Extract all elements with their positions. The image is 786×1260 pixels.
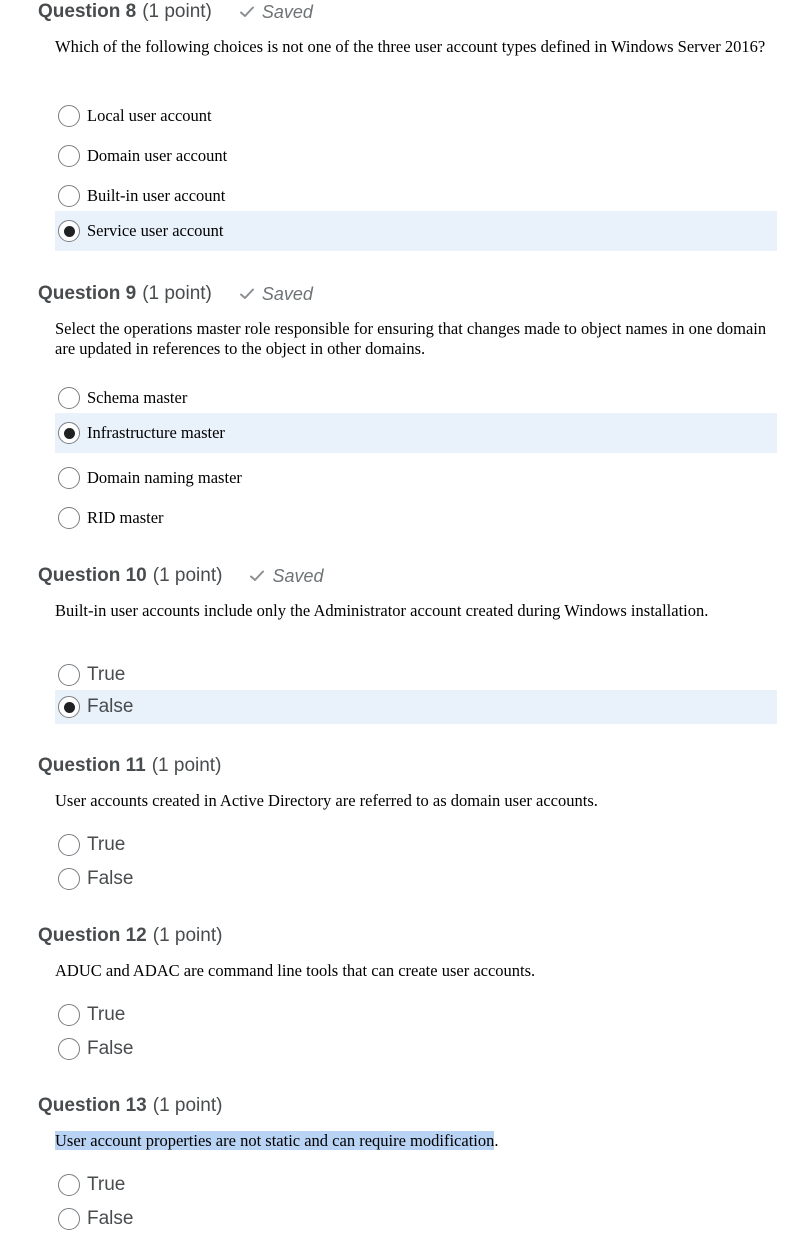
- radio-dot: [64, 702, 75, 713]
- question-text: Select the operations master role responsible for ensuring that changes made to object names in one domain are updated in references to the object in other domains.: [55, 319, 767, 358]
- option-label: Service user account: [87, 221, 224, 240]
- option-label: False: [87, 696, 134, 717]
- radio-button[interactable]: [58, 868, 80, 890]
- option-true[interactable]: [55, 1168, 777, 1202]
- option-label: True: [87, 1004, 126, 1025]
- radio-button[interactable]: [58, 105, 80, 127]
- option-rid-master[interactable]: [55, 498, 777, 538]
- radio-dot: [64, 428, 75, 439]
- option-false[interactable]: [55, 1202, 777, 1236]
- question-text: User accounts created in Active Directory are referred to as domain user accounts.: [55, 791, 598, 810]
- question-text: Which of the following choices is not one of the three user account types defined in Windows Server 2016?: [55, 37, 766, 56]
- radio-button[interactable]: [58, 467, 80, 489]
- option-label: True: [87, 834, 126, 855]
- option-local-user-account[interactable]: [55, 96, 777, 136]
- option-domain-naming-master[interactable]: [55, 458, 777, 498]
- radio-dot: [64, 226, 75, 237]
- radio-button-selected[interactable]: [58, 220, 80, 242]
- question-points: (1 point): [151, 755, 222, 776]
- option-label: Schema master: [87, 388, 188, 407]
- saved-label: Saved: [261, 283, 313, 304]
- option-domain-user-account[interactable]: [55, 136, 777, 176]
- question-header: [38, 282, 313, 306]
- saved-label: Saved: [272, 565, 324, 586]
- checkmark-icon: [238, 3, 256, 21]
- question-points: (1 point): [152, 1095, 223, 1116]
- saved-label: Saved: [261, 1, 313, 22]
- option-label: Domain naming master: [87, 468, 242, 487]
- option-label: Local user account: [87, 106, 212, 125]
- highlighted-text-selection[interactable]: User account properties are not static and can require modification: [55, 1131, 495, 1150]
- radio-button[interactable]: [58, 1004, 80, 1026]
- radio-button[interactable]: [58, 507, 80, 529]
- radio-button[interactable]: [58, 1038, 80, 1060]
- question-title: Question 8: [38, 1, 137, 22]
- question-title: Question 10: [38, 565, 147, 586]
- radio-button[interactable]: [58, 664, 80, 686]
- option-false[interactable]: [55, 690, 777, 724]
- radio-button[interactable]: [58, 834, 80, 856]
- radio-button[interactable]: [58, 387, 80, 409]
- question-points: (1 point): [152, 565, 223, 586]
- option-label: False: [87, 1208, 134, 1229]
- option-label: RID master: [87, 508, 164, 527]
- question-header: [38, 754, 221, 778]
- question-title: Question 13: [38, 1095, 147, 1116]
- question-text: Built-in user accounts include only the Administrator account created during Windows installation.: [55, 601, 709, 620]
- saved-status: [238, 2, 313, 23]
- radio-button[interactable]: [58, 185, 80, 207]
- saved-status: [238, 284, 313, 305]
- question-header: [38, 924, 222, 948]
- option-built-in-user-account[interactable]: [55, 176, 777, 216]
- option-label: Infrastructure master: [87, 423, 225, 442]
- option-label: Built-in user account: [87, 186, 226, 205]
- option-label: False: [87, 1038, 134, 1059]
- question-points: (1 point): [142, 1, 212, 22]
- saved-status: [248, 566, 323, 587]
- option-service-user-account[interactable]: [55, 211, 777, 251]
- option-false[interactable]: [55, 862, 777, 896]
- question-header: [38, 1094, 222, 1118]
- option-true[interactable]: [55, 658, 777, 692]
- option-schema-master[interactable]: [55, 378, 777, 418]
- checkmark-icon: [248, 567, 266, 585]
- question-text-suffix: .: [494, 1131, 499, 1150]
- question-text: [55, 1131, 770, 1151]
- radio-button-selected[interactable]: [58, 696, 80, 718]
- radio-button-selected[interactable]: [58, 422, 80, 444]
- option-label: False: [87, 868, 134, 889]
- option-label: True: [87, 664, 126, 685]
- option-label: True: [87, 1174, 126, 1195]
- radio-button[interactable]: [58, 1208, 80, 1230]
- option-true[interactable]: [55, 998, 777, 1032]
- question-title: Question 12: [38, 925, 147, 946]
- option-label: Domain user account: [87, 146, 228, 165]
- question-title: Question 11: [38, 755, 146, 776]
- radio-button[interactable]: [58, 145, 80, 167]
- question-text: ADUC and ADAC are command line tools that can create user accounts.: [55, 961, 536, 980]
- radio-button[interactable]: [58, 1174, 80, 1196]
- checkmark-icon: [238, 285, 256, 303]
- question-points: (1 point): [152, 925, 223, 946]
- option-false[interactable]: [55, 1032, 777, 1066]
- question-points: (1 point): [142, 283, 212, 304]
- option-infrastructure-master[interactable]: [55, 413, 777, 453]
- option-true[interactable]: [55, 828, 777, 862]
- question-title: Question 9: [38, 283, 137, 304]
- question-header: [38, 0, 313, 24]
- question-header: [38, 564, 324, 588]
